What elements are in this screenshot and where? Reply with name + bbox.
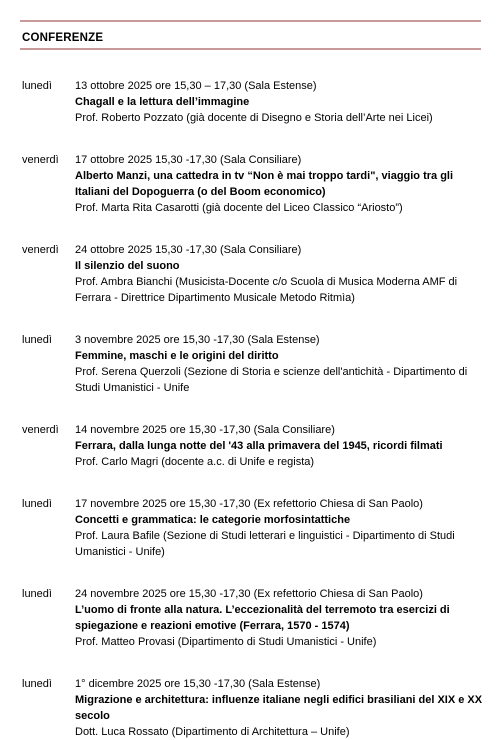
entry-day: lunedì bbox=[22, 334, 52, 346]
section-title: CONFERENZE bbox=[22, 32, 104, 44]
entry-speaker: Prof. Laura Bafile (Sezione di Studi letterari e linguistici - Dipartimento di Studi Umanistici - Unife) bbox=[75, 530, 455, 558]
entry-content bbox=[75, 242, 490, 306]
entry-date: 17 ottobre 2025 15,30 -17,30 (Sala Consiliare) bbox=[75, 154, 302, 166]
entry-topic: Migrazione e architettura: influenze italiane negli edifici brasiliani del XIX e XX secolo bbox=[75, 694, 483, 722]
entry-date: 3 novembre 2025 ore 15,30 -17,30 (Sala Estense) bbox=[75, 334, 320, 346]
entry-day: lunedì bbox=[22, 80, 52, 92]
entry-topic: Il silenzio del suono bbox=[75, 260, 180, 272]
entry-topic: Chagall e la lettura dell’immagine bbox=[75, 96, 250, 108]
header-rule-bottom bbox=[20, 48, 481, 50]
entry-date: 24 novembre 2025 ore 15,30 -17,30 (Ex refettorio Chiesa di San Paolo) bbox=[75, 588, 423, 600]
entry-content bbox=[75, 152, 490, 216]
entry-speaker: Prof. Carlo Magri (docente a.c. di Unife e regista) bbox=[75, 456, 315, 468]
entry-topic: Femmine, maschi e le origini del diritto bbox=[75, 350, 279, 362]
entry-date: 14 novembre 2025 ore 15,30 -17,30 (Sala Consiliare) bbox=[75, 424, 335, 436]
entry-speaker: Prof. Matteo Provasi (Dipartimento di Studi Umanistici - Unife) bbox=[75, 636, 377, 648]
entry-day: lunedì bbox=[22, 588, 52, 600]
entry-topic: L’uomo di fronte alla natura. L’eccezionalità del terremoto tra esercizi di spiegazione e reazioni emotive (Ferrara, 1570 - 1574) bbox=[75, 604, 450, 632]
entry-day: lunedì bbox=[22, 498, 52, 510]
entry-content bbox=[75, 78, 490, 126]
entry-content bbox=[75, 676, 490, 740]
entry-speaker: Prof. Serena Querzoli (Sezione di Storia e scienze dell'antichità - Dipartimento di Studi Umanistici - Unife bbox=[75, 366, 468, 394]
entry-speaker: Prof. Ambra Bianchi (Musicista-Docente c/o Scuola di Musica Moderna AMF di Ferrara - Direttrice Dipartimento Musicale Metodo Ritmìa) bbox=[75, 276, 458, 304]
conference-list bbox=[0, 78, 501, 740]
entry-date: 13 ottobre 2025 ore 15,30 – 17,30 (Sala Estense) bbox=[75, 80, 317, 92]
entry-date: 17 novembre 2025 ore 15,30 -17,30 (Ex refettorio Chiesa di San Paolo) bbox=[75, 498, 423, 510]
entry-day: lunedì bbox=[22, 678, 52, 690]
entry-speaker: Dott. Luca Rossato (Dipartimento di Architettura – Unife) bbox=[75, 726, 350, 738]
entry-topic: Ferrara, dalla lunga notte del '43 alla primavera del 1945, ricordi filmati bbox=[75, 440, 443, 452]
entry-content bbox=[75, 586, 490, 650]
list-item bbox=[0, 422, 501, 470]
entry-day: venerdì bbox=[22, 424, 59, 436]
entry-day: venerdì bbox=[22, 154, 59, 166]
list-item bbox=[0, 676, 501, 740]
list-item bbox=[0, 242, 501, 306]
entry-speaker: Prof. Roberto Pozzato (già docente di Disegno e Storia dell’Arte nei Licei) bbox=[75, 112, 433, 124]
header-rule-top bbox=[20, 20, 481, 22]
entry-content bbox=[75, 496, 490, 560]
list-item bbox=[0, 496, 501, 560]
list-item bbox=[0, 332, 501, 396]
entry-day: venerdì bbox=[22, 244, 59, 256]
entry-date: 24 ottobre 2025 15,30 -17,30 (Sala Consiliare) bbox=[75, 244, 302, 256]
entry-content bbox=[75, 332, 490, 396]
entry-topic: Concetti e grammatica: le categorie morfosintattiche bbox=[75, 514, 351, 526]
entry-date: 1° dicembre 2025 ore 15,30 -17,30 (Sala Estense) bbox=[75, 678, 321, 690]
entry-speaker: Prof. Marta Rita Casarotti (già docente del Liceo Classico “Ariosto”) bbox=[75, 202, 403, 214]
entry-topic: Alberto Manzi, una cattedra in tv “Non è mai troppo tardi", viaggio tra gli Italiani del Dopoguerra (o del Boom economico) bbox=[75, 170, 454, 198]
list-item bbox=[0, 586, 501, 650]
list-item bbox=[0, 78, 501, 126]
list-item bbox=[0, 152, 501, 216]
entry-content bbox=[75, 422, 490, 470]
